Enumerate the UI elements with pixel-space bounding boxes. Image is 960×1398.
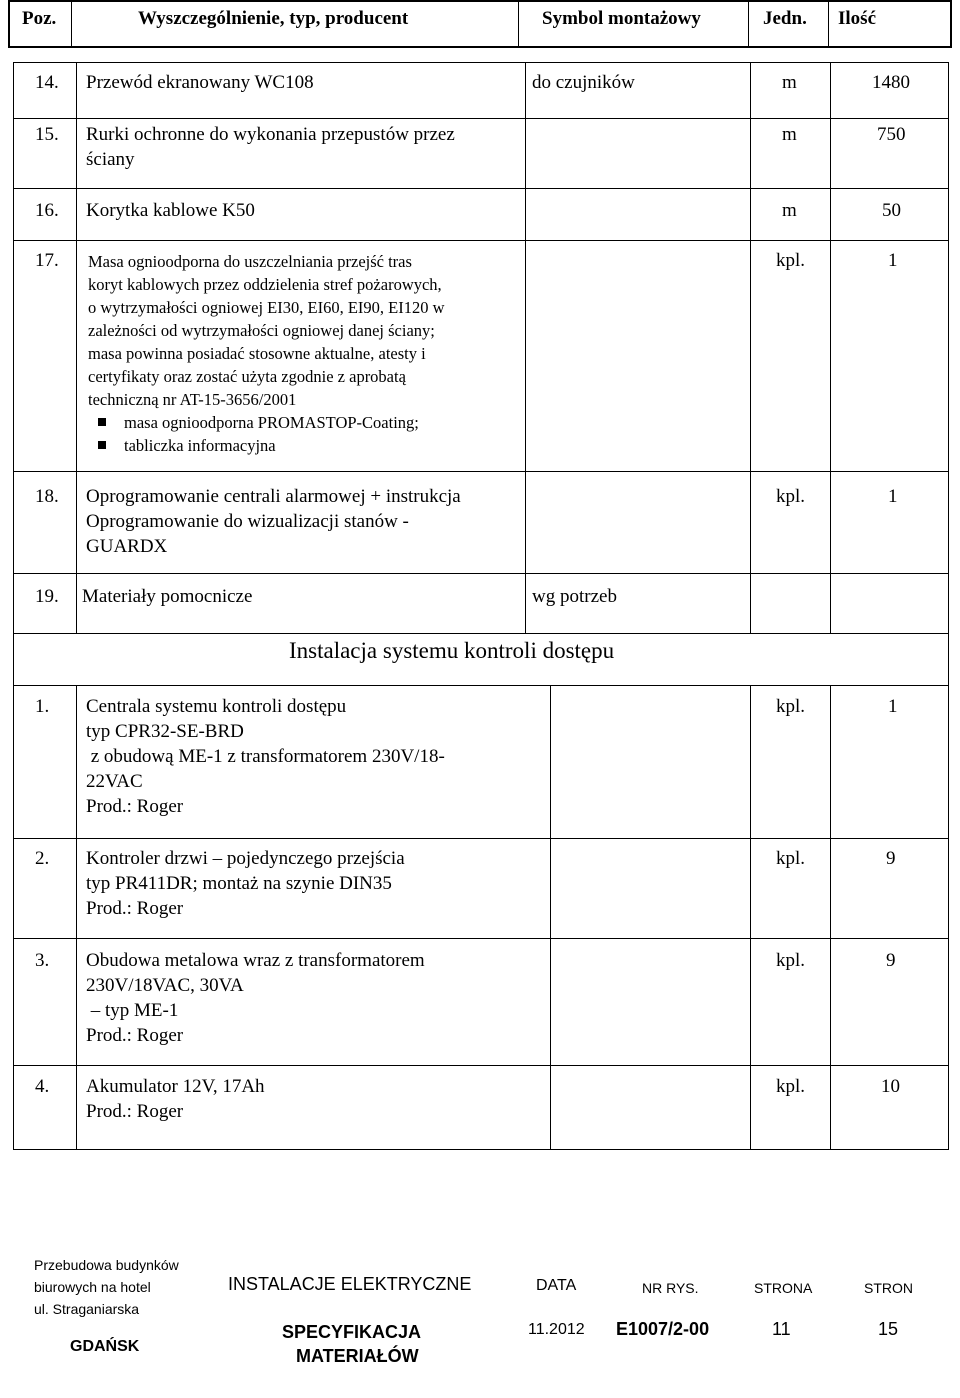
- total-pages: 15: [878, 1319, 899, 1339]
- row-unit: kpl.: [776, 696, 806, 717]
- row-description: zależności od wytrzymałości ogniowej danej ściany;: [88, 321, 435, 340]
- header-quantity: Ilość: [838, 8, 876, 29]
- row-description: typ CPR32-SE-BRD: [86, 721, 244, 742]
- row-description: Rurki ochronne do wykonania przepustów przez: [86, 124, 455, 145]
- row-description: Korytka kablowe K50: [86, 200, 255, 221]
- row-quantity: 1: [888, 486, 898, 507]
- row-number: 4.: [35, 1076, 50, 1097]
- section-title: Instalacja systemu kontroli dostępu: [289, 638, 615, 663]
- list-item: masa ognioodporna PROMASTOP-Coating;: [98, 411, 419, 434]
- row-description: Obudowa metalowa wraz z transformatorem: [86, 950, 425, 971]
- row-mount-symbol: wg potrzeb: [532, 586, 617, 607]
- row-description: Prod.: Roger: [86, 796, 184, 817]
- row-description: Prod.: Roger: [86, 1025, 184, 1046]
- row-unit: kpl.: [776, 250, 806, 271]
- discipline-name: INSTALACJE ELEKTRYCZNE: [228, 1274, 472, 1294]
- row-quantity: 1: [888, 250, 898, 271]
- row-description: Materiały pomocnicze: [82, 586, 253, 607]
- document-title: MATERIAŁÓW: [296, 1346, 419, 1366]
- row-description: 22VAC: [86, 771, 143, 792]
- drawing-number-label: NR RYS.: [642, 1280, 699, 1296]
- project-city: GDAŃSK: [70, 1338, 140, 1355]
- row-description: Centrala systemu kontroli dostępu: [86, 696, 347, 717]
- project-name-line: Przebudowa budynków: [34, 1257, 179, 1273]
- date-label: DATA: [536, 1277, 577, 1294]
- row-description: Prod.: Roger: [86, 898, 184, 919]
- row-number: 19.: [35, 586, 59, 607]
- date-value: 11.2012: [528, 1321, 585, 1338]
- row-description: Akumulator 12V, 17Ah: [86, 1076, 265, 1097]
- row-unit: m: [782, 124, 797, 145]
- row-quantity: 50: [882, 200, 901, 221]
- row-description: – typ ME-1: [86, 1000, 179, 1021]
- row-description: Przewód ekranowany WC108: [86, 72, 314, 93]
- document-title: SPECYFIKACJA: [282, 1322, 422, 1342]
- row-quantity: 10: [881, 1076, 900, 1097]
- list-item: tabliczka informacyjna: [98, 434, 276, 457]
- row-number: 16.: [35, 200, 59, 221]
- header-mount-symbol: Symbol montażowy: [542, 8, 701, 29]
- row-description: 230V/18VAC, 30VA: [86, 975, 244, 996]
- row-unit: kpl.: [776, 1076, 806, 1097]
- total-pages-label: STRON: [864, 1280, 913, 1296]
- row-description: typ PR411DR; montaż na szynie DIN35: [86, 873, 392, 894]
- row-unit: kpl.: [776, 950, 806, 971]
- header-description: Wyszczególnienie, typ, producent: [138, 8, 409, 29]
- row-description: masa powinna posiadać stosowne aktualne, atesty i: [88, 344, 426, 363]
- row-unit: kpl.: [776, 848, 806, 869]
- page-number: 11: [772, 1319, 791, 1339]
- row-mount-symbol: do czujników: [532, 72, 635, 93]
- project-address: ul. Straganiarska: [34, 1301, 140, 1317]
- row-description: o wytrzymałości ogniowej EI30, EI60, EI90, EI120 w: [88, 298, 445, 317]
- row-number: 1.: [35, 696, 50, 717]
- row-unit: m: [782, 200, 797, 221]
- row-unit: m: [782, 72, 797, 93]
- row-description: Prod.: Roger: [86, 1101, 184, 1122]
- page-label: STRONA: [754, 1280, 813, 1296]
- row-number: 17.: [35, 250, 59, 271]
- row-unit: kpl.: [776, 486, 806, 507]
- bullet-icon: [98, 418, 106, 426]
- row-number: 3.: [35, 950, 50, 971]
- header-unit: Jedn.: [763, 8, 807, 29]
- row-quantity: 750: [877, 124, 906, 145]
- row-description: Masa ognioodporna do uszczelniania przejść tras: [88, 252, 412, 271]
- row-description: ściany: [86, 149, 135, 170]
- row-description: koryt kablowych przez oddzielenia stref pożarowych,: [88, 275, 442, 294]
- row-description: Kontroler drzwi – pojedynczego przejścia: [86, 848, 405, 869]
- row-number: 18.: [35, 486, 59, 507]
- bullet-icon: [98, 441, 106, 449]
- project-name-line: biurowych na hotel: [34, 1279, 151, 1295]
- row-number: 2.: [35, 848, 50, 869]
- row-description: certyfikaty oraz zostać użyta zgodnie z aprobatą: [88, 367, 406, 386]
- row-quantity: 1: [888, 696, 898, 717]
- row-quantity: 1480: [872, 72, 910, 93]
- drawing-number: E1007/2-00: [616, 1319, 710, 1339]
- row-description: Oprogramowanie centrali alarmowej + instrukcja: [86, 486, 461, 507]
- header-poz: Poz.: [22, 8, 57, 29]
- row-number: 15.: [35, 124, 59, 145]
- row-number: 14.: [35, 72, 59, 93]
- row-quantity: 9: [886, 848, 896, 869]
- row-quantity: 9: [886, 950, 896, 971]
- row-description: GUARDX: [86, 536, 168, 557]
- row-description: techniczną nr AT-15-3656/2001: [88, 390, 297, 409]
- row-description: z obudową ME-1 z transformatorem 230V/18-: [86, 746, 445, 767]
- row-description: Oprogramowanie do wizualizacji stanów -: [86, 511, 409, 532]
